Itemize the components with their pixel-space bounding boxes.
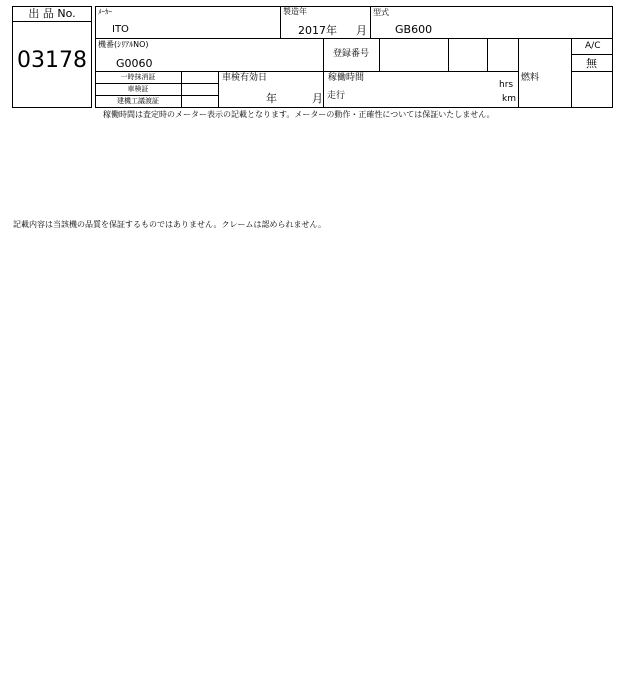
fuel-label: 燃料 <box>521 73 540 83</box>
divider <box>95 83 218 84</box>
model-value: GB600 <box>395 23 433 36</box>
divider <box>323 38 324 108</box>
divider <box>218 71 219 108</box>
divider <box>95 71 518 72</box>
maker-value: ITO <box>112 24 129 35</box>
divider <box>370 6 371 39</box>
hours-note: 稼働時間は査定時のメーター表示の記載となります。メーターの動作・正確性については保証いたしません。 <box>103 110 495 119</box>
ac-value: 無 <box>586 57 597 70</box>
cert-label-transfer: 建機工議渡証 <box>117 97 159 105</box>
divider <box>571 38 572 108</box>
divider <box>181 71 182 108</box>
divider <box>280 6 281 39</box>
lot-header: 出 品 No. <box>28 7 76 20</box>
divider <box>95 38 613 39</box>
registration-label: 登録番号 <box>333 49 370 59</box>
divider <box>379 38 380 72</box>
serial-label: 機番(ｼﾘｱﾙNO) <box>98 40 149 49</box>
cert-label-temporary-deregistration: 一時抹消証 <box>120 73 156 81</box>
disclaimer: 記載内容は当該機の品質を保証するものではありません。クレームは認められません。 <box>13 220 326 229</box>
divider <box>448 38 449 72</box>
divider <box>95 95 218 96</box>
inspection-year-unit: 年 <box>266 92 277 105</box>
hours-unit: hrs <box>499 80 514 90</box>
inspection-month-unit: 月 <box>312 92 323 105</box>
year-unit: 年 <box>326 24 337 37</box>
divider <box>571 71 613 72</box>
divider <box>518 38 519 108</box>
ac-label: A/C <box>585 41 601 51</box>
divider <box>571 54 613 55</box>
mileage-unit: km <box>502 94 516 104</box>
maker-label: ﾒｰｶｰ <box>98 8 112 16</box>
cert-label-vehicle-inspection: 車検証 <box>127 85 149 93</box>
month-unit: 月 <box>356 24 367 37</box>
mileage-label: 走行 <box>327 91 346 101</box>
serial-value: G0060 <box>116 57 153 70</box>
divider <box>487 38 488 72</box>
year-label: 製造年 <box>283 7 307 16</box>
year-value: 2017 <box>298 24 326 37</box>
divider <box>12 21 92 22</box>
lot-number: 03178 <box>17 48 87 73</box>
model-label: 型式 <box>373 8 389 17</box>
inspection-label: 車検有効日 <box>222 73 268 83</box>
hours-label: 稼働時間 <box>328 73 365 83</box>
